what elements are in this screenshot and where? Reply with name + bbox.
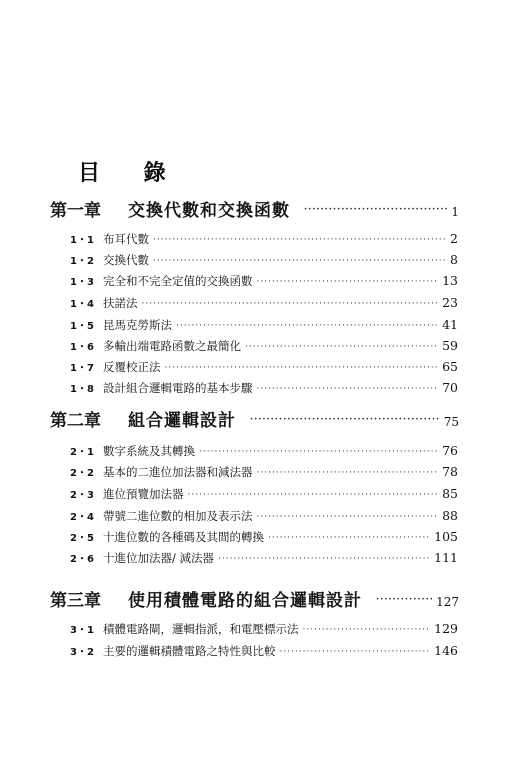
- section-page-number: 65: [442, 359, 458, 374]
- section-number: 1・6: [70, 342, 94, 353]
- section-title: 主要的邏輯積體電路之特性與比較: [103, 644, 276, 658]
- section-title: 昆馬克勞斯法: [103, 318, 172, 332]
- section-title: 扶諾法: [103, 296, 138, 310]
- section-entry: [70, 529, 458, 545]
- section-number: 2・2: [70, 468, 94, 479]
- dot-leader: [165, 363, 439, 373]
- section-entry: [70, 550, 458, 566]
- section-number: 3・2: [70, 647, 94, 658]
- toc-title: 目 錄: [78, 161, 184, 186]
- dot-leader: [153, 235, 446, 245]
- chapter-entry-1: [50, 196, 459, 221]
- section-page-number: 105: [434, 529, 458, 544]
- dot-leader: [257, 468, 439, 478]
- section-page-number: 129: [434, 621, 458, 636]
- section-title: 進位預覽加法器: [103, 487, 184, 501]
- section-title: 積體電路閘，邏輯指派，和電壓標示法: [103, 622, 299, 636]
- section-title: 基本的二進位加法器和減法器: [103, 465, 253, 479]
- section-entry: [70, 252, 458, 268]
- section-entry: [70, 621, 458, 637]
- section-page-number: 88: [442, 508, 458, 523]
- section-page-number: 2: [450, 231, 458, 246]
- chapter-title: 交換代數和交換函數: [128, 201, 290, 221]
- dot-leader: [250, 415, 440, 425]
- section-number: 2・3: [70, 490, 94, 501]
- dot-leader: [303, 625, 431, 635]
- chapter-number: 第三章: [50, 591, 101, 611]
- dot-leader: [188, 490, 439, 500]
- section-title: 十進位數的各種碼及其間的轉換: [103, 530, 264, 544]
- chapter-page-number: 127: [436, 595, 459, 609]
- section-page-number: 13: [442, 273, 458, 288]
- section-number: 2・5: [70, 533, 94, 544]
- dot-leader: [304, 205, 447, 215]
- section-page-number: 70: [442, 380, 458, 395]
- section-number: 2・4: [70, 512, 94, 523]
- dot-leader: [199, 447, 438, 457]
- section-title: 十進位加法器/ 減法器: [103, 551, 215, 565]
- section-number: 1・7: [70, 363, 94, 374]
- section-title: 數字系統及其轉換: [103, 444, 195, 458]
- dot-leader: [153, 256, 446, 266]
- section-title: 布耳代數: [103, 232, 149, 246]
- section-title: 反覆校正法: [103, 360, 161, 374]
- section-entry: [70, 464, 458, 480]
- dot-leader: [280, 647, 431, 657]
- section-number: 1・3: [70, 277, 94, 288]
- chapter-number: 第一章: [50, 201, 101, 221]
- section-title: 完全和不完全定值的交換函數: [103, 274, 253, 288]
- section-number: 1・4: [70, 299, 94, 310]
- section-entry: [70, 338, 458, 354]
- section-page-number: 41: [442, 317, 458, 332]
- dot-leader: [257, 384, 439, 394]
- dot-leader: [245, 342, 438, 352]
- chapter-page-number: 75: [443, 415, 459, 429]
- dot-leader: [376, 595, 432, 605]
- section-entry: [70, 231, 458, 247]
- section-page-number: 8: [450, 252, 458, 267]
- section-title: 交換代數: [103, 253, 149, 267]
- dot-leader: [257, 277, 439, 287]
- section-page-number: 85: [442, 486, 458, 501]
- section-entry: [70, 443, 458, 459]
- section-entry: [70, 359, 458, 375]
- section-number: 1・1: [70, 235, 94, 246]
- section-page-number: 76: [442, 443, 458, 458]
- dot-leader: [176, 321, 438, 331]
- section-entry: [70, 273, 458, 289]
- chapter-number: 第二章: [50, 411, 101, 431]
- chapter-title: 使用積體電路的組合邏輯設計: [128, 591, 362, 611]
- section-number: 1・8: [70, 384, 94, 395]
- section-entry: [70, 295, 458, 311]
- section-page-number: 146: [434, 643, 458, 658]
- section-entry: [70, 486, 458, 502]
- section-entry: [70, 643, 458, 659]
- section-number: 3・1: [70, 625, 94, 636]
- chapter-entry-3: [50, 586, 459, 611]
- section-number: 1・5: [70, 321, 94, 332]
- chapter-title: 組合邏輯設計: [128, 411, 236, 431]
- section-page-number: 59: [442, 338, 458, 353]
- section-page-number: 78: [442, 464, 458, 479]
- section-title: 設計組合邏輯電路的基本步驟: [103, 381, 253, 395]
- section-page-number: 23: [442, 295, 458, 310]
- section-number: 1・2: [70, 256, 94, 267]
- section-page-number: 111: [434, 550, 458, 565]
- section-title: 帶號二進位數的相加及表示法: [103, 509, 253, 523]
- section-number: 2・1: [70, 447, 94, 458]
- section-entry: [70, 317, 458, 333]
- dot-leader: [142, 299, 439, 309]
- chapter-page-number: 1: [451, 205, 459, 219]
- dot-leader: [257, 512, 439, 522]
- section-entry: [70, 380, 458, 396]
- section-entry: [70, 508, 458, 524]
- chapter-entry-2: [50, 406, 459, 431]
- dot-leader: [218, 554, 430, 564]
- dot-leader: [268, 533, 430, 543]
- section-number: 2・6: [70, 554, 94, 565]
- section-title: 多輸出端電路函數之最簡化: [103, 339, 241, 353]
